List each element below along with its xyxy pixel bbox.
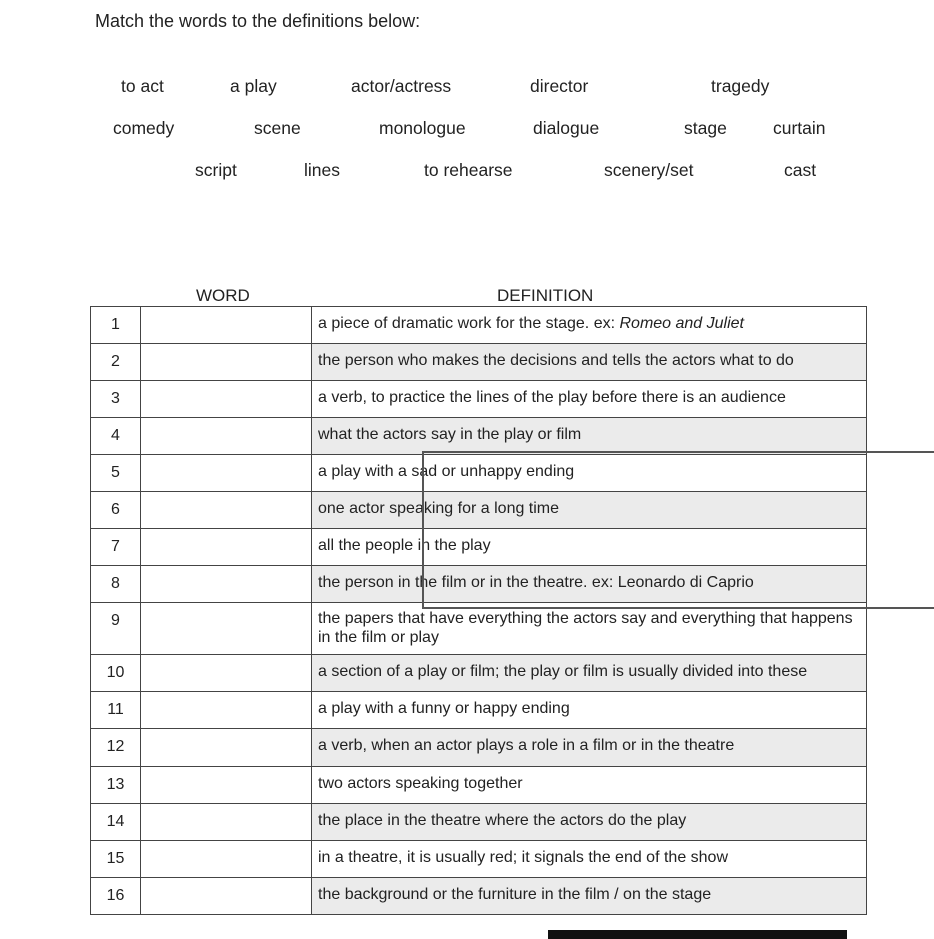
table-row bbox=[91, 655, 867, 692]
definition-column-header: DEFINITION bbox=[497, 286, 594, 305]
word-answer-cell[interactable] bbox=[141, 878, 312, 915]
word-bank-item: monologue bbox=[379, 118, 466, 138]
word-bank-item: stage bbox=[684, 118, 727, 138]
table-row bbox=[91, 344, 867, 381]
word-bank-item: to act bbox=[121, 76, 164, 96]
table-row bbox=[91, 381, 867, 418]
definition-cell: the person in the film or in the theatre. ex: Leonardo di Caprio bbox=[312, 566, 867, 603]
word-answer-cell[interactable] bbox=[141, 729, 312, 767]
definition-cell: the place in the theatre where the actors do the play bbox=[312, 804, 867, 841]
word-bank-item: lines bbox=[304, 160, 340, 180]
table-row bbox=[91, 729, 867, 767]
word-answer-cell[interactable] bbox=[141, 603, 312, 655]
row-number: 4 bbox=[91, 418, 141, 455]
definition-cell: a section of a play or film; the play or film is usually divided into these bbox=[312, 655, 867, 692]
table-row bbox=[91, 841, 867, 878]
word-answer-cell[interactable] bbox=[141, 767, 312, 804]
overlay-rectangle bbox=[422, 451, 934, 609]
word-answer-cell[interactable] bbox=[141, 344, 312, 381]
table-row bbox=[91, 692, 867, 729]
row-number: 3 bbox=[91, 381, 141, 418]
word-answer-cell[interactable] bbox=[141, 455, 312, 492]
word-bank-item: curtain bbox=[773, 118, 826, 138]
definition-cell: a verb, to practice the lines of the play before there is an audience bbox=[312, 381, 867, 418]
row-number: 10 bbox=[91, 655, 141, 692]
definitions-table bbox=[90, 306, 867, 915]
row-number: 2 bbox=[91, 344, 141, 381]
word-bank-item: scene bbox=[254, 118, 301, 138]
word-bank-item: director bbox=[530, 76, 589, 96]
row-number: 1 bbox=[91, 307, 141, 344]
word-bank-item: actor/actress bbox=[351, 76, 452, 96]
word-answer-cell[interactable] bbox=[141, 692, 312, 729]
definition-cell: the background or the furniture in the film / on the stage bbox=[312, 878, 867, 915]
row-number: 16 bbox=[91, 878, 141, 915]
word-answer-cell[interactable] bbox=[141, 418, 312, 455]
word-bank-item: cast bbox=[784, 160, 817, 180]
word-bank-item: a play bbox=[230, 76, 277, 96]
word-bank-item: to rehearse bbox=[424, 160, 513, 180]
word-bank-item: scenery/set bbox=[604, 160, 694, 180]
black-strip bbox=[548, 930, 847, 939]
definition-cell: a play with a sad or unhappy ending bbox=[312, 455, 867, 492]
word-answer-cell[interactable] bbox=[141, 566, 312, 603]
definition-cell: what the actors say in the play or film bbox=[312, 418, 867, 455]
definition-cell: in a theatre, it is usually red; it signals the end of the show bbox=[312, 841, 867, 878]
word-answer-cell[interactable] bbox=[141, 307, 312, 344]
definition-cell: the person who makes the decisions and tells the actors what to do bbox=[312, 344, 867, 381]
word-answer-cell[interactable] bbox=[141, 492, 312, 529]
row-number: 6 bbox=[91, 492, 141, 529]
table-row bbox=[91, 603, 867, 655]
word-bank-item: dialogue bbox=[533, 118, 600, 138]
row-number: 11 bbox=[91, 692, 141, 729]
definition-cell: a piece of dramatic work for the stage. ex: Romeo and Juliet bbox=[312, 307, 867, 344]
definition-cell: the papers that have everything the actors say and everything that happens in the film or play bbox=[312, 603, 867, 655]
table-row bbox=[91, 767, 867, 804]
word-bank-item: tragedy bbox=[711, 76, 770, 96]
instructions: Match the words to the definitions below: bbox=[95, 11, 421, 31]
row-number: 8 bbox=[91, 566, 141, 603]
definition-cell: two actors speaking together bbox=[312, 767, 867, 804]
row-number: 14 bbox=[91, 804, 141, 841]
row-number: 12 bbox=[91, 729, 141, 767]
row-number: 15 bbox=[91, 841, 141, 878]
word-bank-item: script bbox=[195, 160, 237, 180]
table-row bbox=[91, 804, 867, 841]
word-bank-item: comedy bbox=[113, 118, 175, 138]
definition-cell: a play with a funny or happy ending bbox=[312, 692, 867, 729]
row-number: 5 bbox=[91, 455, 141, 492]
word-answer-cell[interactable] bbox=[141, 655, 312, 692]
word-answer-cell[interactable] bbox=[141, 529, 312, 566]
definition-cell: one actor speaking for a long time bbox=[312, 492, 867, 529]
word-answer-cell[interactable] bbox=[141, 381, 312, 418]
word-answer-cell[interactable] bbox=[141, 804, 312, 841]
row-number: 7 bbox=[91, 529, 141, 566]
table-row bbox=[91, 307, 867, 344]
table-row bbox=[91, 878, 867, 915]
definition-cell: all the people in the play bbox=[312, 529, 867, 566]
word-answer-cell[interactable] bbox=[141, 841, 312, 878]
word-column-header: WORD bbox=[196, 286, 250, 305]
row-number: 9 bbox=[91, 603, 141, 655]
row-number: 13 bbox=[91, 767, 141, 804]
table-row bbox=[91, 418, 867, 455]
definition-cell: a verb, when an actor plays a role in a film or in the theatre bbox=[312, 729, 867, 767]
